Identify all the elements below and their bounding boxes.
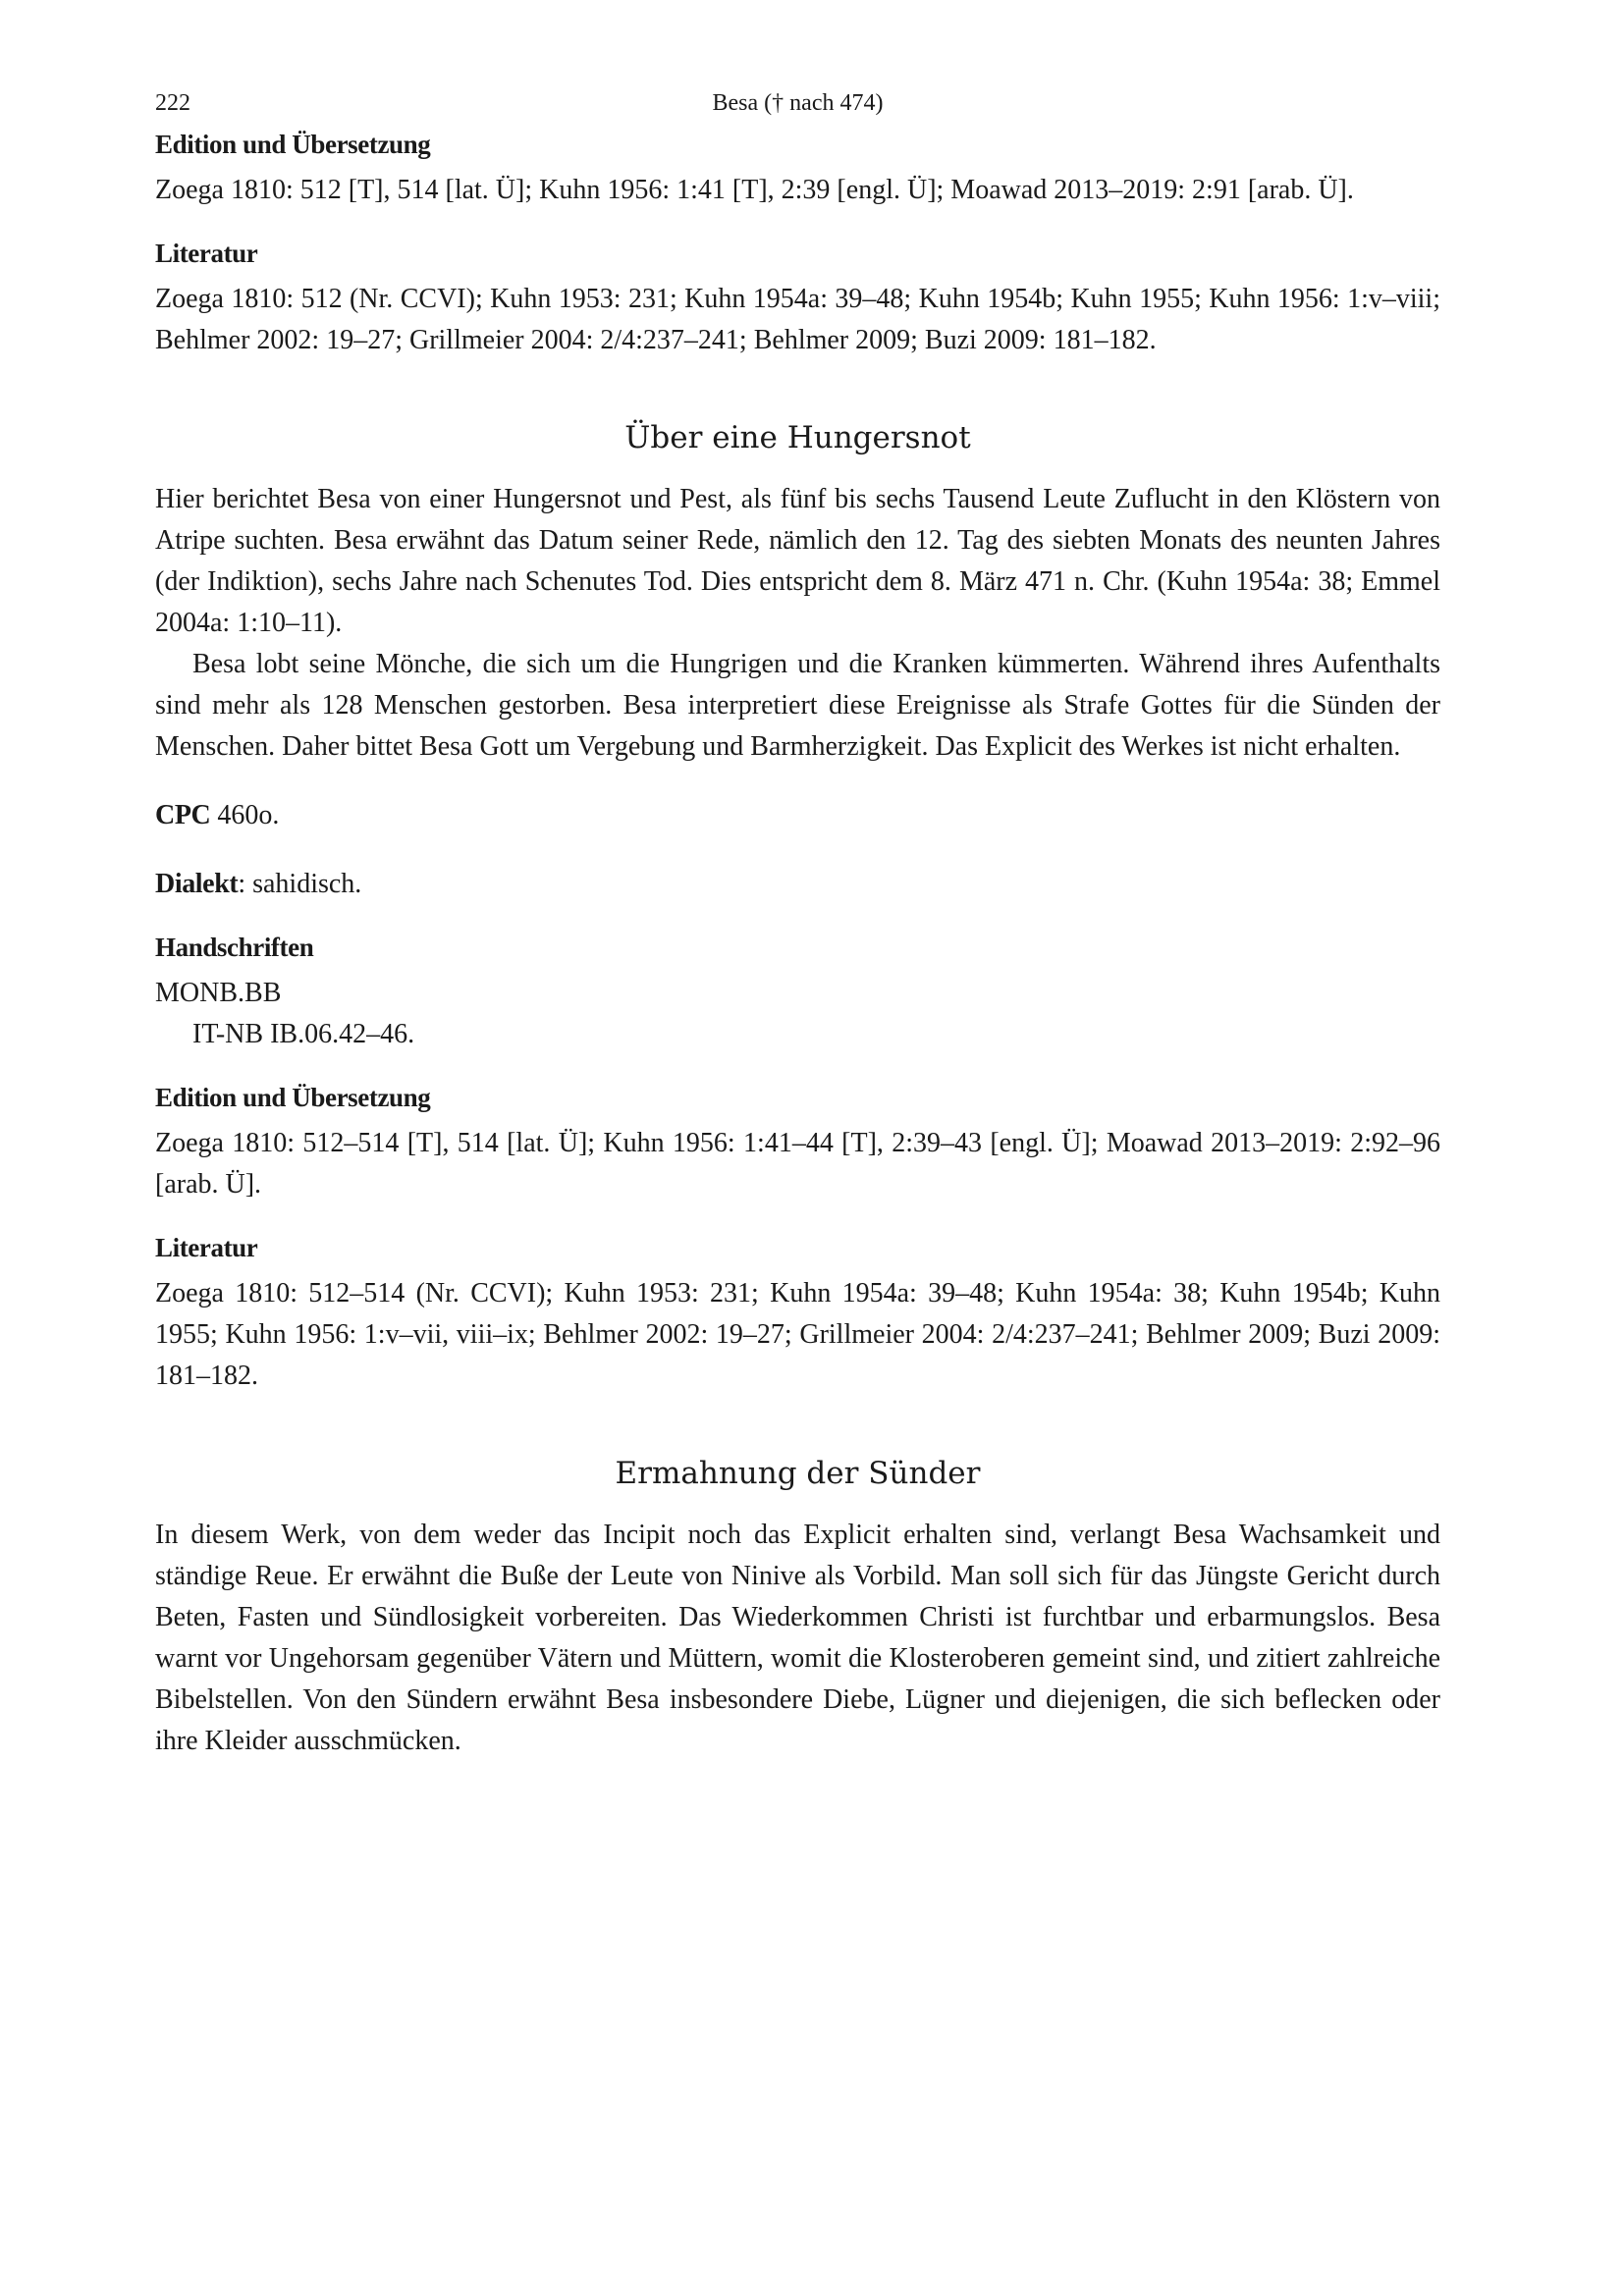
literature-heading: Literatur — [155, 239, 258, 268]
dialect-line — [155, 864, 1440, 905]
running-header — [155, 90, 1440, 130]
edition-heading-hungersnot: Edition und Übersetzung — [155, 1083, 431, 1112]
manuscript-group: MONB.BB — [155, 978, 282, 1008]
previous-work-section — [155, 130, 1440, 361]
section-title-hungersnot: Über eine Hungersnot — [624, 420, 971, 455]
manuscripts-heading: Handschriften — [155, 933, 314, 962]
hungersnot-paragraph-2: Besa lobt seine Mönche, die sich um die Hungrigen und die Kranken kümmerten. Während ihres Aufenthalts sind mehr als 128 Menschen gestorben. Besa interpretiert diese Ereignisse als Strafe Gottes für die Sünden der Menschen. Daher bittet Besa Gott um Vergebung und Barmherzigkeit. Das Explicit des Werkes ist nicht erhalten. — [155, 649, 1440, 762]
cpc-label: CPC — [155, 800, 211, 830]
literature-text: Zoega 1810: 512 (Nr. CCVI); Kuhn 1953: 231; Kuhn 1954a: 39–48; Kuhn 1954b; Kuhn 1955; Kuhn 1956: 1:v–viii; Behlmer 2002: 19–27; Grillmeier 2004: 2/4:237–241; Behlmer 2009; Buzi 2009: 181–182. — [155, 284, 1440, 355]
section-title-suender: Ermahnung der Sünder — [615, 1456, 981, 1491]
dialect-label: Dialekt — [155, 869, 239, 899]
edition-text-hungersnot: Zoega 1810: 512–514 [T], 514 [lat. Ü]; Kuhn 1956: 1:41–44 [T], 2:39–43 [engl. Ü]; Moawad 2013–2019: 2:92–96 [arab. Ü]. — [155, 1128, 1440, 1200]
literature-heading-hungersnot: Literatur — [155, 1233, 258, 1262]
hungersnot-section — [155, 420, 1440, 1397]
cpc-line — [155, 795, 1440, 836]
manuscript-item: IT-NB IB.06.42–46. — [192, 1019, 415, 1049]
dialect-value: : sahidisch. — [238, 869, 362, 899]
page-number: 222 — [155, 90, 190, 116]
cpc-value: 460o. — [210, 800, 280, 830]
edition-heading: Edition und Übersetzung — [155, 130, 431, 159]
literature-text-hungersnot: Zoega 1810: 512–514 (Nr. CCVI); Kuhn 1953: 231; Kuhn 1954a: 39–48; Kuhn 1954a: 38; Kuhn 1954b; Kuhn 1955; Kuhn 1956: 1:v–vii, viii–ix; Behlmer 2002: 19–27; Grillmeier 2004: 2/4:237–241; Behlmer 2009; Buzi 2009: 181–182. — [155, 1278, 1440, 1391]
running-title: Besa († nach 474) — [712, 90, 884, 116]
hungersnot-paragraph-1: Hier berichtet Besa von einer Hungersnot und Pest, als fünf bis sechs Tausend Leute Zuflucht in den Klöstern von Atripe suchten. Besa erwähnt das Datum seiner Rede, nämlich den 12. Tag des siebten Monats des neunten Jahres (der Indiktion), sechs Jahre nach Schenutes Tod. Dies entspricht dem 8. März 471 n. Chr. (Kuhn 1954a: 38; Emmel 2004a: 1:10–11). — [155, 484, 1440, 638]
suender-section — [155, 1456, 1440, 1762]
edition-text: Zoega 1810: 512 [T], 514 [lat. Ü]; Kuhn 1956: 1:41 [T], 2:39 [engl. Ü]; Moawad 2013–2019: 2:91 [arab. Ü]. — [155, 175, 1354, 205]
suender-paragraph-1: In diesem Werk, von dem weder das Incipit noch das Explicit erhalten sind, verlangt Besa Wachsamkeit und ständige Reue. Er erwähnt die Buße der Leute von Ninive als Vorbild. Man soll sich für das Jüngste Gericht durch Beten, Fasten und Sündlosigkeit vorbereiten. Das Wiederkommen Christi ist furchtbar und erbarmungslos. Besa warnt vor Ungehorsam gegenüber Vätern und Müttern, womit die Klosteroberen gemeint sind, und zitiert zahlreiche Bibelstellen. Von den Sündern erwähnt Besa insbesondere Diebe, Lügner und diejenigen, die sich beflecken oder ihre Kleider ausschmücken. — [155, 1520, 1440, 1756]
